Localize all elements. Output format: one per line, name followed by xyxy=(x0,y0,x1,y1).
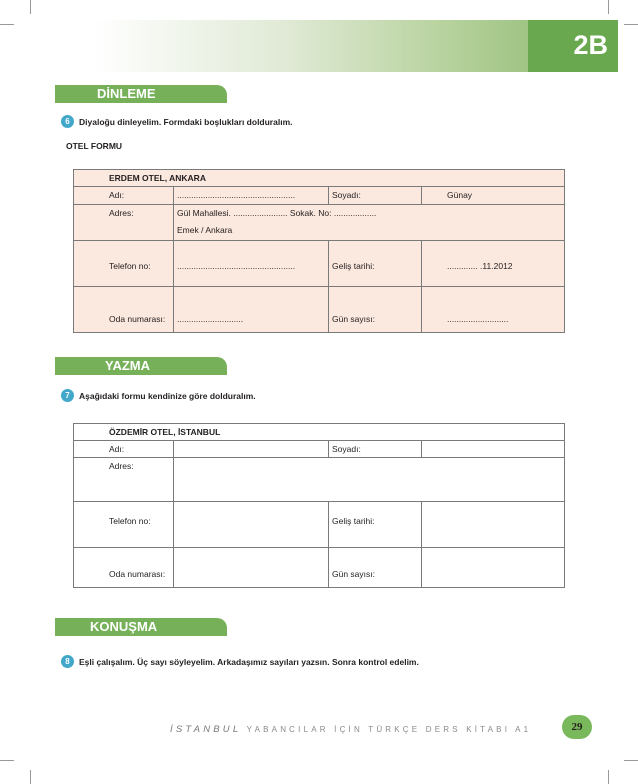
surname-label: Soyadı: xyxy=(332,444,361,454)
hotel-name: ÖZDEMİR OTEL, İSTANBUL xyxy=(109,427,221,437)
exercise-instruction-6: Diyaloğu dinleyelim. Formdaki boşlukları dolduralım. xyxy=(79,117,293,127)
phone-value[interactable]: .................................................. xyxy=(177,261,296,271)
exercise-number-8: 8 xyxy=(61,655,74,668)
hotel-form-erdem xyxy=(73,169,565,333)
section-writing xyxy=(55,357,227,375)
exercise-number-6: 6 xyxy=(61,115,74,128)
crop-mark xyxy=(608,770,609,784)
address-line-2[interactable]: Emek / Ankara xyxy=(177,225,233,235)
hotel-name: ERDEM OTEL, ANKARA xyxy=(109,173,206,183)
phone-label: Telefon no: xyxy=(109,261,151,271)
room-label: Oda numarası: xyxy=(109,314,166,324)
name-value[interactable]: .................................................. xyxy=(177,190,296,200)
room-label: Oda numarası: xyxy=(109,569,166,579)
days-value[interactable]: .......................... xyxy=(447,314,509,324)
footer-title xyxy=(170,724,531,735)
crop-mark xyxy=(30,770,31,784)
exercise-number-7: 7 xyxy=(61,389,74,402)
surname-value[interactable]: Günay xyxy=(447,190,473,200)
address-label: Adres: xyxy=(109,208,134,218)
address-line-1[interactable]: Gül Mahallesi. ....................... Sokak. No: .................. xyxy=(177,208,377,218)
phone-label: Telefon no: xyxy=(109,516,151,526)
unit-label: 2B xyxy=(573,30,608,60)
arrival-label: Geliş tarihi: xyxy=(332,516,375,526)
section-title: DİNLEME xyxy=(97,86,156,101)
section-title: KONUŞMA xyxy=(90,619,158,634)
room-value[interactable]: ............................ xyxy=(177,314,244,324)
days-label: Gün sayısı: xyxy=(332,314,375,324)
form-heading: OTEL FORMU xyxy=(66,141,123,151)
exercise-instruction-7: Aşağıdaki formu kendinize göre dolduralım. xyxy=(79,391,256,401)
days-label: Gün sayısı: xyxy=(332,569,375,579)
arrival-value[interactable]: ............. .11.2012 xyxy=(447,261,513,271)
crop-mark xyxy=(624,24,638,25)
surname-label: Soyadı: xyxy=(332,190,361,200)
arrival-label: Geliş tarihi: xyxy=(332,261,375,271)
name-label: Adı: xyxy=(109,444,125,454)
crop-mark xyxy=(0,24,14,25)
exercise-instruction-8: Eşli çalışalım. Üç sayı söyleyelim. Arkadaşımız sayıları yazsın. Sonra kontrol edelim. xyxy=(79,657,419,667)
section-title: YAZMA xyxy=(105,358,151,373)
hotel-form-ozdemir xyxy=(73,423,565,588)
crop-mark xyxy=(0,760,14,761)
footer-book-title: YABANCILAR İÇİN TÜRKÇE DERS KİTABI A1 xyxy=(246,725,532,734)
crop-mark xyxy=(608,0,609,14)
footer-brand: İSTANBUL xyxy=(170,724,242,735)
name-label: Adı: xyxy=(109,190,125,200)
address-label: Adres: xyxy=(109,461,134,471)
crop-mark xyxy=(624,760,638,761)
page-number: 29 xyxy=(562,715,592,739)
section-listening xyxy=(55,85,227,103)
section-speaking xyxy=(55,618,227,636)
crop-mark xyxy=(30,0,31,14)
